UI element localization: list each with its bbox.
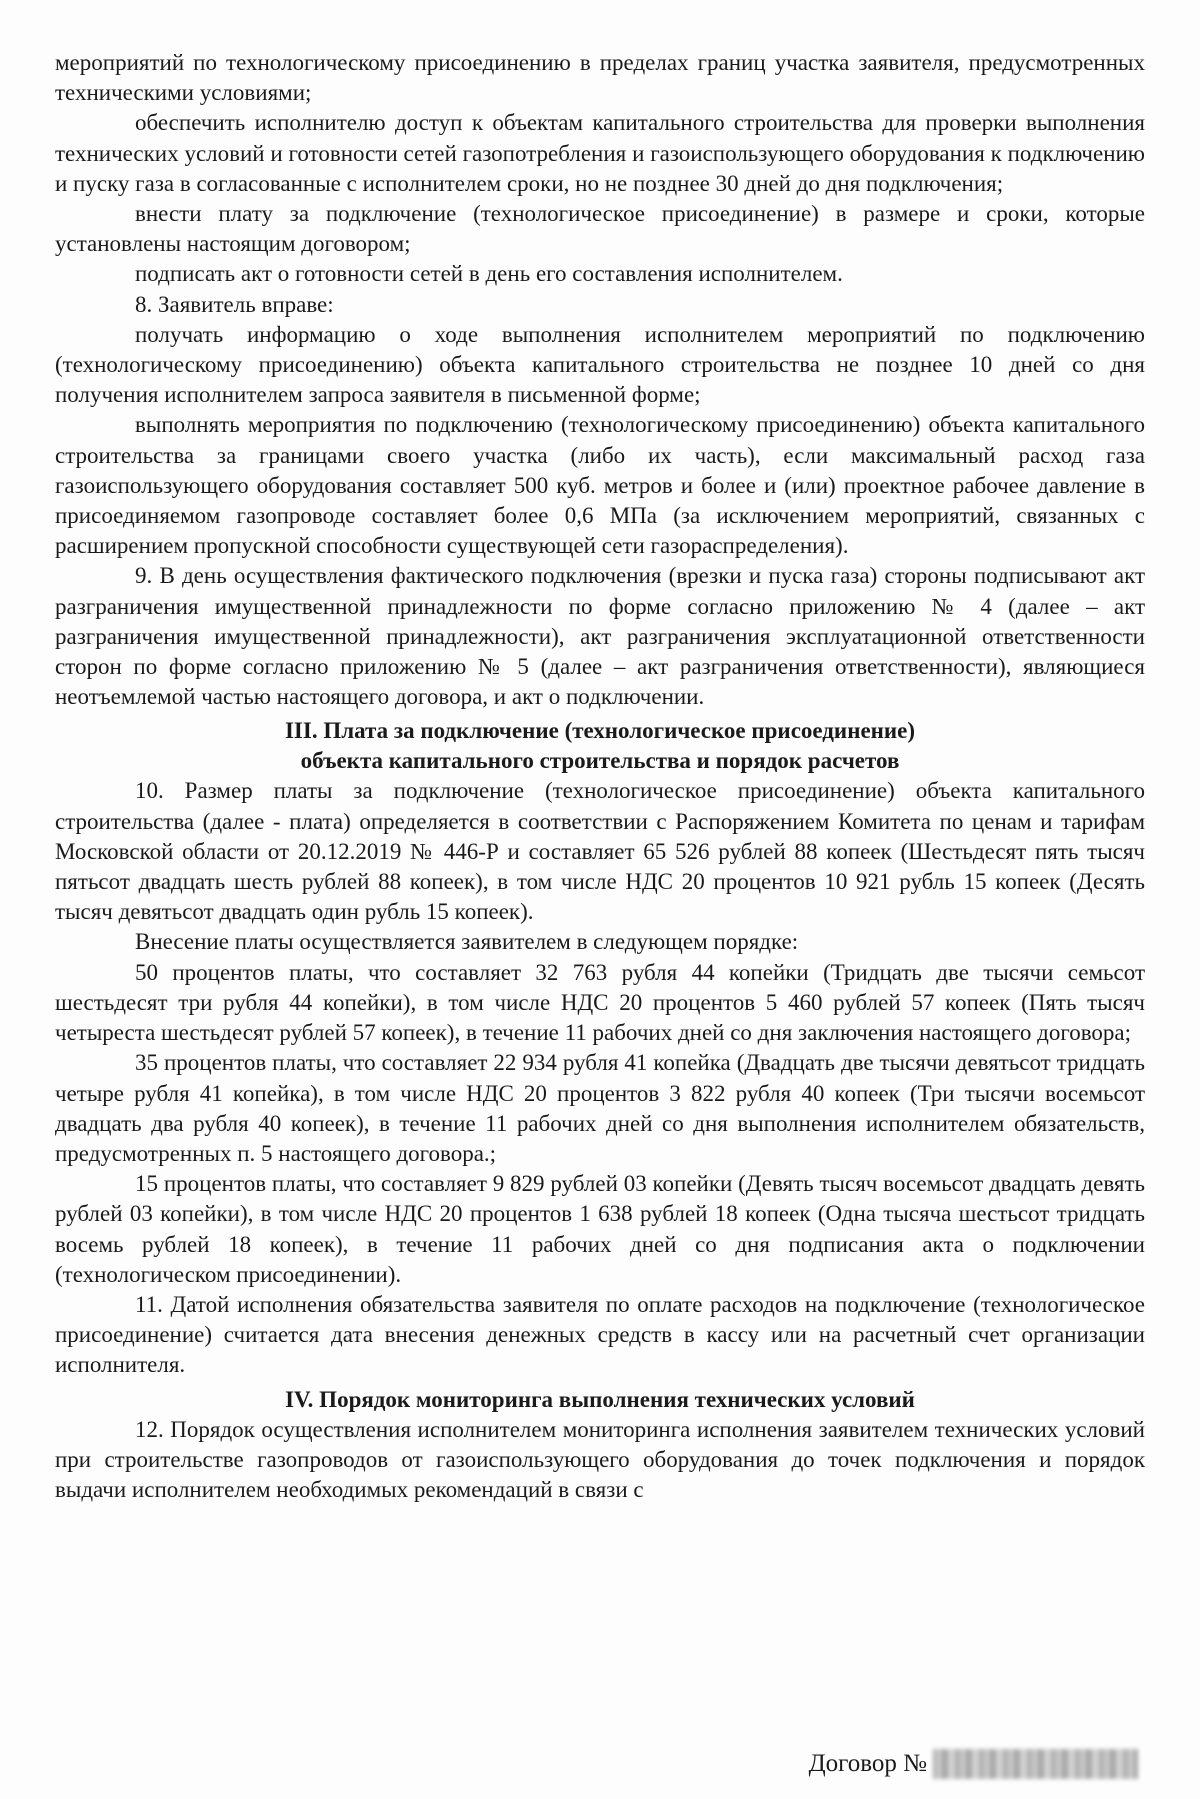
paragraph: выполнять мероприятия по подключению (технологическому присоединению) объекта капитального строительства за границами своего участка (либо их часть), если максимальный расход газа газоиспользующего оборудования составляет 500 куб. метров и более и (или) проектное рабочее давление в присоединяемом газопроводе составляет более 0,6 МПа (за исключением мероприятий, связанных с расширением пропускной способности существующей сети газораспределения).: [55, 412, 1145, 559]
paragraph: получать информацию о ходе выполнения исполнителем мероприятий по подключению (технологическому присоединению) объекта капитального строительства не позднее 10 дней со дня получения исполнителем запроса заявителя в письменной форме;: [55, 321, 1145, 408]
footer-contract-number: [809, 1749, 1138, 1779]
section-title-line: III. Плата за подключение (технологическое присоединение): [284, 718, 916, 744]
paragraph: 10. Размер платы за подключение (технологическое присоединение) объекта капитального строительства (далее - плата) определяется в соответствии с Распоряжением Комитета по ценам и тарифам Московской области от 20.12.2019 № 446-Р и составляет 65 526 рублей 88 копеек (Шестьдесят пять тысяч пятьсот двадцать шесть рублей 88 копеек), в том числе НДС 20 процентов 10 921 рубль 15 копеек (Десять тысяч девятьсот двадцать один рубль 15 копеек).: [55, 778, 1145, 925]
paragraph: мероприятий по технологическому присоединению в пределах границ участка заявителя, предусмотренных техническими условиями;: [55, 50, 1145, 106]
section-title: [55, 1385, 1145, 1415]
paragraph: 9. В день осуществления фактического подключения (врезки и пуска газа) стороны подписывают акт разграничения имущественной принадлежности по форме согласно приложению № 4 (далее – акт разграничения имущественной принадлежности), акт разграничения эксплуатационной ответственности сторон по форме согласно приложению № 5 (далее – акт разграничения ответственности), являющиеся неотъемлемой частью настоящего договора, и акт о подключении.: [55, 563, 1145, 710]
paragraph: Внесение платы осуществляется заявителем в следующем порядке:: [135, 929, 799, 955]
redacted-number: [933, 1749, 1138, 1779]
section-title-line: объекта капитального строительства и порядок расчетов: [300, 748, 900, 774]
paragraph: внести плату за подключение (технологическое присоединение) в размере и сроки, которые установлены настоящим договором;: [55, 201, 1145, 257]
paragraph: 12. Порядок осуществления исполнителем мониторинга исполнения заявителем технических условий при строительстве газопроводов от газоиспользующего оборудования до точек подключения и порядок выдачи исполнителем необходимых рекомендаций в связи с: [55, 1416, 1145, 1502]
paragraph: 35 процентов платы, что составляет 22 934 рубля 41 копейка (Двадцать две тысячи девятьсот тридцать четыре рубля 41 копейка), в том числе НДС 20 процентов 3 822 рубля 40 копеек (Три тысячи восемьсот двадцать два рубля 40 копеек), в течение 11 рабочих дней со дня выполнения исполнителем обязательств, предусмотренных п. 5 настоящего договора.;: [55, 1050, 1145, 1166]
clause-heading: 8. Заявитель вправе:: [135, 291, 334, 317]
paragraph: 50 процентов платы, что составляет 32 763 рубля 44 копейки (Тридцать две тысячи семьсот шестьдесят три рубля 44 копейки), в том числе НДС 20 процентов 5 460 рублей 57 копеек (Пять тысяч четыреста шестьдесят рублей 57 копеек), в течение 11 рабочих дней со дня заключения настоящего договора;: [55, 959, 1145, 1046]
paragraph: 15 процентов платы, что составляет 9 829 рублей 03 копейки (Девять тысяч восемьсот двадцать девять рублей 03 копейки), в том числе НДС 20 процентов 1 638 рублей 18 копеек (Одна тысяча шестьсот тридцать восемь рублей 18 копеек), в течение 11 рабочих дней со дня подписания акта о подключении (технологическом присоединении).: [55, 1171, 1145, 1287]
section-title: [55, 716, 1145, 776]
paragraph: 11. Датой исполнения обязательства заявителя по оплате расходов на подключение (технологическое присоединение) считается дата внесения денежных средств в кассу или на расчетный счет организации исполнителя.: [55, 1291, 1145, 1378]
footer-label: Договор №: [808, 1750, 927, 1777]
paragraph: обеспечить исполнителю доступ к объектам капитального строительства для проверки выполнения технических условий и готовности сетей газопотребления и газоиспользующего оборудования к подключению и пуску газа в согласованные с исполнителем сроки, но не позднее 30 дней до дня подключения;: [55, 110, 1145, 196]
paragraph: подписать акт о готовности сетей в день его составления исполнителем.: [135, 261, 843, 287]
section-title-line: IV. Порядок мониторинга выполнения технических условий: [285, 1386, 915, 1412]
document-body: [55, 48, 1145, 1505]
